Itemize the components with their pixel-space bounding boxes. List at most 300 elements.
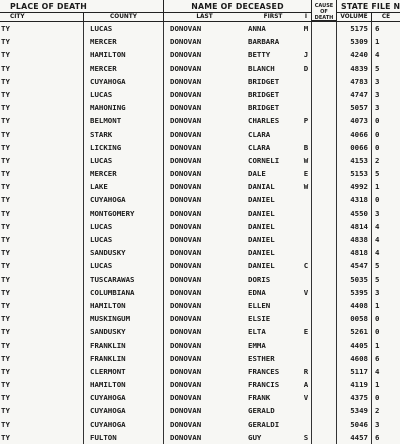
city-cell: TY <box>0 180 84 193</box>
first-name-cell: DANIEL <box>248 248 275 258</box>
county-cell: LUCAS <box>84 22 164 35</box>
last-name-cell: DONOVAN <box>170 248 202 258</box>
city-cell: TY <box>0 220 84 233</box>
volume-cell: 4992 <box>337 180 372 193</box>
first-name-cell: EDNA <box>248 287 266 297</box>
volume-cell: 4839 <box>337 62 372 75</box>
first-header: FIRST <box>263 13 283 20</box>
certificate-header: CE <box>381 13 391 20</box>
table-row <box>0 167 400 180</box>
last-name-cell: DONOVAN <box>170 155 202 165</box>
last-name-cell: DONOVAN <box>170 380 202 390</box>
certificate-cell: 2 <box>375 406 380 416</box>
city-cell: TY <box>0 273 84 286</box>
last-name-cell: DONOVAN <box>170 261 202 271</box>
city-cell: TY <box>0 167 84 180</box>
cause-cell <box>312 431 337 444</box>
volume-header: VOLUME <box>337 12 372 21</box>
county-cell: LUCAS <box>84 88 164 101</box>
table-row <box>0 404 400 417</box>
certificate-cell: 5 <box>375 274 380 284</box>
table-row <box>0 391 400 404</box>
certificate-cell: 0 <box>375 116 380 126</box>
county-cell: MAHONING <box>84 101 164 114</box>
first-name-cell: ELLEN <box>248 300 271 310</box>
county-cell: MERCER <box>84 35 164 48</box>
volume-cell: 4408 <box>337 299 372 312</box>
city-cell: TY <box>0 22 84 35</box>
cause-cell <box>312 418 337 431</box>
volume-cell: 5309 <box>337 35 372 48</box>
last-name-cell: DONOVAN <box>170 24 202 33</box>
first-name-cell: DANIAL <box>248 182 275 192</box>
certificate-cell: 0 <box>375 195 380 205</box>
county-cell: FRANKLIN <box>84 339 164 352</box>
volume-cell: 4838 <box>337 233 372 246</box>
table-row <box>0 418 400 431</box>
city-cell: TY <box>0 378 84 391</box>
county-cell: SANDUSKY <box>84 246 164 259</box>
volume-cell: 4747 <box>337 88 372 101</box>
volume-cell: 4550 <box>337 207 372 220</box>
initial-cell: E <box>301 167 312 180</box>
volume-cell: 5395 <box>337 286 372 299</box>
city-header: CITY <box>0 12 84 21</box>
county-cell: LUCAS <box>84 154 164 167</box>
table-row <box>0 101 400 114</box>
cause-cell <box>312 154 337 167</box>
initial-cell: M <box>301 22 312 35</box>
volume-cell: 4814 <box>337 220 372 233</box>
city-cell: TY <box>0 259 84 272</box>
certificate-cell: 0 <box>375 129 380 139</box>
certificate-cell: 5 <box>375 261 380 271</box>
first-name-cell: GERALD <box>248 406 275 416</box>
first-name-cell: CHARLES <box>248 116 280 126</box>
initial-cell: V <box>301 391 312 404</box>
city-cell: TY <box>0 128 84 141</box>
city-cell: TY <box>0 193 84 206</box>
last-name-cell: DONOVAN <box>170 195 202 205</box>
cause-cell <box>312 391 337 404</box>
cause-cell <box>312 167 337 180</box>
certificate-cell: 4 <box>375 221 380 231</box>
last-name-cell: DONOVAN <box>170 274 202 284</box>
county-cell: LUCAS <box>84 233 164 246</box>
cause-cell <box>312 365 337 378</box>
certificate-cell: 3 <box>375 89 380 99</box>
volume-cell: 0058 <box>337 312 372 325</box>
first-name-cell: BRIDGET <box>248 103 280 113</box>
last-name-cell: DONOVAN <box>170 406 202 416</box>
county-cell: FULTON <box>84 431 164 444</box>
first-name-cell: DALE <box>248 169 266 179</box>
certificate-cell: 6 <box>375 24 380 33</box>
city-cell: TY <box>0 325 84 338</box>
first-name-cell: CORNELI <box>248 155 280 165</box>
last-name-cell: DONOVAN <box>170 432 202 442</box>
table-row <box>0 352 400 365</box>
city-cell: TY <box>0 391 84 404</box>
initial-cell: V <box>301 286 312 299</box>
last-name-cell: DONOVAN <box>170 142 202 152</box>
first-name-cell: GERALDI <box>248 419 280 429</box>
table-row <box>0 325 400 338</box>
cause-cell <box>312 48 337 61</box>
initial-cell <box>301 101 312 114</box>
certificate-cell: 0 <box>375 327 380 337</box>
volume-cell: 5153 <box>337 167 372 180</box>
certificate-cell: 3 <box>375 103 380 113</box>
initial-cell <box>301 418 312 431</box>
cause-cell <box>312 101 337 114</box>
city-cell: TY <box>0 141 84 154</box>
initial-cell <box>301 220 312 233</box>
certificate-cell: 1 <box>375 182 380 192</box>
county-cell: CUYAHOGA <box>84 391 164 404</box>
cause-cell <box>312 220 337 233</box>
initial-cell <box>301 404 312 417</box>
certificate-cell: 0 <box>375 393 380 403</box>
initial-cell <box>301 193 312 206</box>
county-cell: CUYAHOGA <box>84 75 164 88</box>
last-name-cell: DONOVAN <box>170 50 202 60</box>
city-cell: TY <box>0 48 84 61</box>
city-cell: TY <box>0 431 84 444</box>
cause-cell <box>312 312 337 325</box>
last-name-cell: DONOVAN <box>170 366 202 376</box>
cause-cell <box>312 286 337 299</box>
last-name-cell: DONOVAN <box>170 235 202 244</box>
table-row <box>0 312 400 325</box>
county-cell: MERCER <box>84 167 164 180</box>
city-cell: TY <box>0 154 84 167</box>
cause-cell <box>312 22 337 35</box>
initial-header: I <box>301 12 312 21</box>
last-name-cell: DONOVAN <box>170 129 202 139</box>
first-name-cell: ELTA <box>248 327 266 337</box>
city-cell: TY <box>0 233 84 246</box>
county-cell: BELMONT <box>84 114 164 127</box>
table-row <box>0 128 400 141</box>
city-cell: TY <box>0 339 84 352</box>
city-cell: TY <box>0 286 84 299</box>
certificate-cell: 3 <box>375 208 380 218</box>
cause-cell <box>312 352 337 365</box>
county-cell: HAMILTON <box>84 299 164 312</box>
initial-cell <box>301 75 312 88</box>
county-cell: CUYAHOGA <box>84 193 164 206</box>
volume-cell: 4318 <box>337 193 372 206</box>
first-name-cell: DANIEL <box>248 208 275 218</box>
first-name-cell: DANIEL <box>248 261 275 271</box>
city-cell: TY <box>0 404 84 417</box>
table-row <box>0 299 400 312</box>
table-row <box>0 193 400 206</box>
certificate-cell: 2 <box>375 155 380 165</box>
cause-cell <box>312 325 337 338</box>
initial-cell: D <box>301 62 312 75</box>
city-cell: TY <box>0 62 84 75</box>
volume-cell: 5349 <box>337 404 372 417</box>
cause-cell <box>312 404 337 417</box>
cause-cell <box>312 88 337 101</box>
table-row <box>0 88 400 101</box>
table-row <box>0 48 400 61</box>
initial-cell: R <box>301 365 312 378</box>
initial-cell <box>301 299 312 312</box>
last-name-cell: DONOVAN <box>170 89 202 99</box>
last-name-cell: DONOVAN <box>170 314 202 324</box>
county-cell: LUCAS <box>84 259 164 272</box>
initial-cell: E <box>301 325 312 338</box>
city-cell: TY <box>0 299 84 312</box>
county-cell: MUSKINGUM <box>84 312 164 325</box>
city-cell: TY <box>0 101 84 114</box>
first-name-cell: BETTY <box>248 50 271 60</box>
county-cell: CUYAHOGA <box>84 418 164 431</box>
initial-cell <box>301 35 312 48</box>
initial-cell <box>301 339 312 352</box>
cause-cell <box>312 141 337 154</box>
volume-cell: 4066 <box>337 128 372 141</box>
first-name-cell: ELSIE <box>248 314 271 324</box>
certificate-cell: 4 <box>375 248 380 258</box>
certificate-cell: 3 <box>375 419 380 429</box>
first-name-cell: FRANCES <box>248 366 280 376</box>
initial-cell: W <box>301 154 312 167</box>
cause-cell <box>312 259 337 272</box>
county-cell: CLERMONT <box>84 365 164 378</box>
cause-cell <box>312 128 337 141</box>
volume-cell: 4119 <box>337 378 372 391</box>
city-cell: TY <box>0 114 84 127</box>
place-of-death-header: PLACE OF DEATH <box>0 0 164 12</box>
table-row <box>0 35 400 48</box>
initial-cell: S <box>301 431 312 444</box>
volume-cell: 5261 <box>337 325 372 338</box>
table-row <box>0 273 400 286</box>
cause-of-death-header: CAUSE OF DEATH <box>312 0 337 21</box>
initial-cell: B <box>301 141 312 154</box>
first-name-cell: DANIEL <box>248 195 275 205</box>
volume-cell: 4547 <box>337 259 372 272</box>
last-name-cell: DONOVAN <box>170 287 202 297</box>
records-table <box>0 22 400 444</box>
county-cell: CUYAHOGA <box>84 404 164 417</box>
county-cell: MERCER <box>84 62 164 75</box>
last-name-cell: DONOVAN <box>170 182 202 192</box>
header-row-columns <box>0 12 400 22</box>
table-row <box>0 220 400 233</box>
first-name-cell: BRIDGET <box>248 89 280 99</box>
initial-cell: A <box>301 378 312 391</box>
volume-cell: 4375 <box>337 391 372 404</box>
city-cell: TY <box>0 246 84 259</box>
table-row <box>0 286 400 299</box>
table-row <box>0 431 400 444</box>
certificate-cell: 5 <box>375 63 380 73</box>
first-name-cell: DANIEL <box>248 221 275 231</box>
last-name-cell: DONOVAN <box>170 169 202 179</box>
first-name-cell: ANNA <box>248 24 266 33</box>
table-row <box>0 180 400 193</box>
certificate-cell: 4 <box>375 366 380 376</box>
last-name-cell: DONOVAN <box>170 300 202 310</box>
table-row <box>0 233 400 246</box>
cause-cell <box>312 246 337 259</box>
certificate-cell: 4 <box>375 50 380 60</box>
initial-cell: J <box>301 48 312 61</box>
last-name-cell: DONOVAN <box>170 37 202 47</box>
last-name-cell: DONOVAN <box>170 76 202 86</box>
table-row <box>0 246 400 259</box>
city-cell: TY <box>0 352 84 365</box>
initial-cell <box>301 207 312 220</box>
table-row <box>0 339 400 352</box>
volume-cell: 5175 <box>337 22 372 35</box>
cause-cell <box>312 180 337 193</box>
initial-cell <box>301 312 312 325</box>
cause-cell <box>312 193 337 206</box>
volume-cell: 5117 <box>337 365 372 378</box>
initial-cell <box>301 246 312 259</box>
initial-cell: P <box>301 114 312 127</box>
volume-cell: 4608 <box>337 352 372 365</box>
certificate-cell: 4 <box>375 235 380 244</box>
county-cell: COLUMBIANA <box>84 286 164 299</box>
first-name-cell: DORIS <box>248 274 271 284</box>
initial-cell <box>301 233 312 246</box>
volume-cell: 4457 <box>337 431 372 444</box>
volume-cell: 4818 <box>337 246 372 259</box>
city-cell: TY <box>0 88 84 101</box>
volume-cell: 5035 <box>337 273 372 286</box>
county-cell: STARK <box>84 128 164 141</box>
initial-cell: C <box>301 259 312 272</box>
certificate-cell: 0 <box>375 314 380 324</box>
volume-cell: 4153 <box>337 154 372 167</box>
volume-cell: 4073 <box>337 114 372 127</box>
county-cell: LAKE <box>84 180 164 193</box>
cause-cell <box>312 75 337 88</box>
county-cell: TUSCARAWAS <box>84 273 164 286</box>
first-name-cell: CLARA <box>248 142 271 152</box>
last-header: LAST <box>196 13 213 20</box>
volume-cell: 4783 <box>337 75 372 88</box>
first-name-cell: FRANK <box>248 393 271 403</box>
first-name-cell: BARBARA <box>248 37 280 47</box>
cause-cell <box>312 299 337 312</box>
certificate-cell: 3 <box>375 76 380 86</box>
last-name-cell: DONOVAN <box>170 327 202 337</box>
certificate-cell: 0 <box>375 142 380 152</box>
cause-cell <box>312 273 337 286</box>
county-header: COUNTY <box>84 12 164 21</box>
name-of-deceased-header: NAME OF DECEASED <box>164 0 312 12</box>
table-row <box>0 259 400 272</box>
table-row <box>0 114 400 127</box>
initial-cell <box>301 88 312 101</box>
cause-cell <box>312 339 337 352</box>
first-name-cell: BRIDGET <box>248 76 280 86</box>
initial-cell <box>301 128 312 141</box>
cause-cell <box>312 62 337 75</box>
first-name-cell: CLARA <box>248 129 271 139</box>
city-cell: TY <box>0 35 84 48</box>
table-row <box>0 154 400 167</box>
table-row <box>0 141 400 154</box>
state-file-header: STATE FILE N <box>341 1 400 11</box>
city-cell: TY <box>0 75 84 88</box>
certificate-cell: 1 <box>375 380 380 390</box>
first-name-cell: EMMA <box>248 340 266 350</box>
county-cell: LUCAS <box>84 220 164 233</box>
initial-cell <box>301 352 312 365</box>
certificate-cell: 1 <box>375 300 380 310</box>
cause-cell <box>312 378 337 391</box>
last-name-cell: DONOVAN <box>170 116 202 126</box>
county-cell: SANDUSKY <box>84 325 164 338</box>
county-cell: FRANKLIN <box>84 352 164 365</box>
table-row <box>0 378 400 391</box>
last-name-cell: DONOVAN <box>170 221 202 231</box>
first-name-cell: ESTHER <box>248 353 275 363</box>
volume-cell: 0066 <box>337 141 372 154</box>
last-name-cell: DONOVAN <box>170 419 202 429</box>
last-name-cell: DONOVAN <box>170 340 202 350</box>
cause-cell <box>312 233 337 246</box>
table-row <box>0 22 400 35</box>
certificate-cell: 1 <box>375 37 380 47</box>
table-row <box>0 75 400 88</box>
volume-cell: 4405 <box>337 339 372 352</box>
city-cell: TY <box>0 312 84 325</box>
cause-cell <box>312 35 337 48</box>
certificate-cell: 3 <box>375 287 380 297</box>
volume-cell: 5046 <box>337 418 372 431</box>
certificate-cell: 6 <box>375 432 380 442</box>
first-name-cell: DANIEL <box>248 235 275 244</box>
table-row <box>0 207 400 220</box>
last-name-cell: DONOVAN <box>170 393 202 403</box>
cause-cell <box>312 207 337 220</box>
cause-cell <box>312 114 337 127</box>
volume-cell: 5057 <box>337 101 372 114</box>
certificate-cell: 6 <box>375 353 380 363</box>
county-cell: LICKING <box>84 141 164 154</box>
initial-cell: W <box>301 180 312 193</box>
volume-cell: 4240 <box>337 48 372 61</box>
table-row <box>0 365 400 378</box>
certificate-cell: 5 <box>375 169 380 179</box>
first-name-cell: GUY <box>248 432 262 442</box>
county-cell: HAMILTON <box>84 48 164 61</box>
first-name-cell: BLANCH <box>248 63 275 73</box>
initial-cell <box>301 273 312 286</box>
last-name-cell: DONOVAN <box>170 103 202 113</box>
last-name-cell: DONOVAN <box>170 63 202 73</box>
city-cell: TY <box>0 207 84 220</box>
city-cell: TY <box>0 418 84 431</box>
last-name-cell: DONOVAN <box>170 208 202 218</box>
table-row <box>0 62 400 75</box>
certificate-cell: 1 <box>375 340 380 350</box>
last-name-cell: DONOVAN <box>170 353 202 363</box>
county-cell: HAMILTON <box>84 378 164 391</box>
city-cell: TY <box>0 365 84 378</box>
county-cell: MONTGOMERY <box>84 207 164 220</box>
